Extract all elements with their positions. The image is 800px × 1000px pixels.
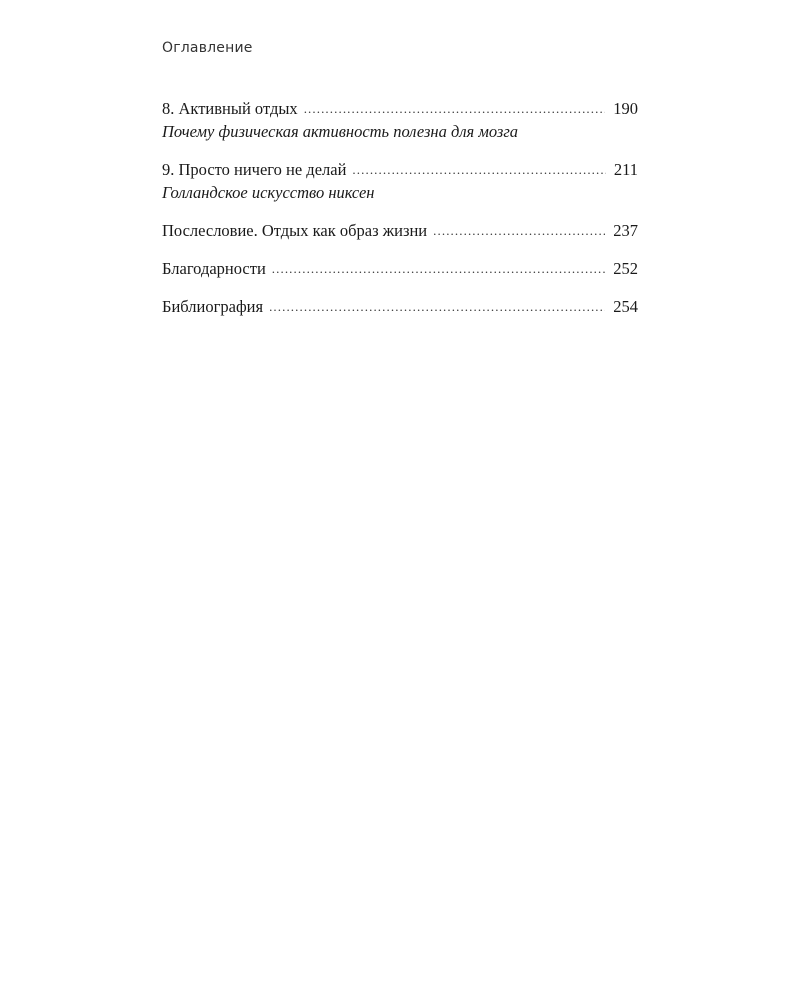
dot-leader bbox=[352, 159, 605, 181]
toc-entry-title: Библиография bbox=[162, 297, 264, 316]
toc-entry-line bbox=[162, 159, 638, 181]
dot-leader bbox=[433, 220, 605, 242]
toc-entry-chapter-8 bbox=[162, 98, 638, 143]
toc-entry-page-number: 211 bbox=[613, 160, 638, 179]
toc-entry-title: Благодарности bbox=[162, 259, 266, 278]
dot-leader bbox=[304, 98, 606, 120]
dot-leader bbox=[269, 296, 605, 318]
toc-entry-title: 9. Просто ничего не делай bbox=[162, 160, 347, 179]
toc-entry-line bbox=[162, 258, 638, 280]
toc-entry-title: 8. Активный отдых bbox=[162, 99, 298, 118]
toc-entry-chapter-9 bbox=[162, 159, 638, 204]
running-head: Оглавление bbox=[162, 40, 253, 56]
dot-leader bbox=[272, 258, 605, 280]
toc-entry-afterword bbox=[162, 220, 638, 242]
toc-entry-page-number: 190 bbox=[613, 99, 638, 118]
toc-entry-bibliography bbox=[162, 296, 638, 318]
toc-entry-title: Послесловие. Отдых как образ жизни bbox=[162, 221, 428, 240]
toc-entry-line bbox=[162, 98, 638, 120]
table-of-contents bbox=[162, 98, 638, 318]
toc-entry-line bbox=[162, 296, 638, 318]
toc-entry-page-number: 252 bbox=[613, 259, 638, 278]
toc-entry-page-number: 254 bbox=[613, 297, 638, 316]
toc-entry-page-number: 237 bbox=[613, 221, 638, 240]
toc-entry-line bbox=[162, 220, 638, 242]
toc-entry-subtitle: Голландское искусство никсен bbox=[162, 183, 375, 202]
toc-entry-acknowledgements bbox=[162, 258, 638, 280]
toc-entry-subtitle: Почему физическая активность полезна для мозга bbox=[162, 122, 519, 141]
